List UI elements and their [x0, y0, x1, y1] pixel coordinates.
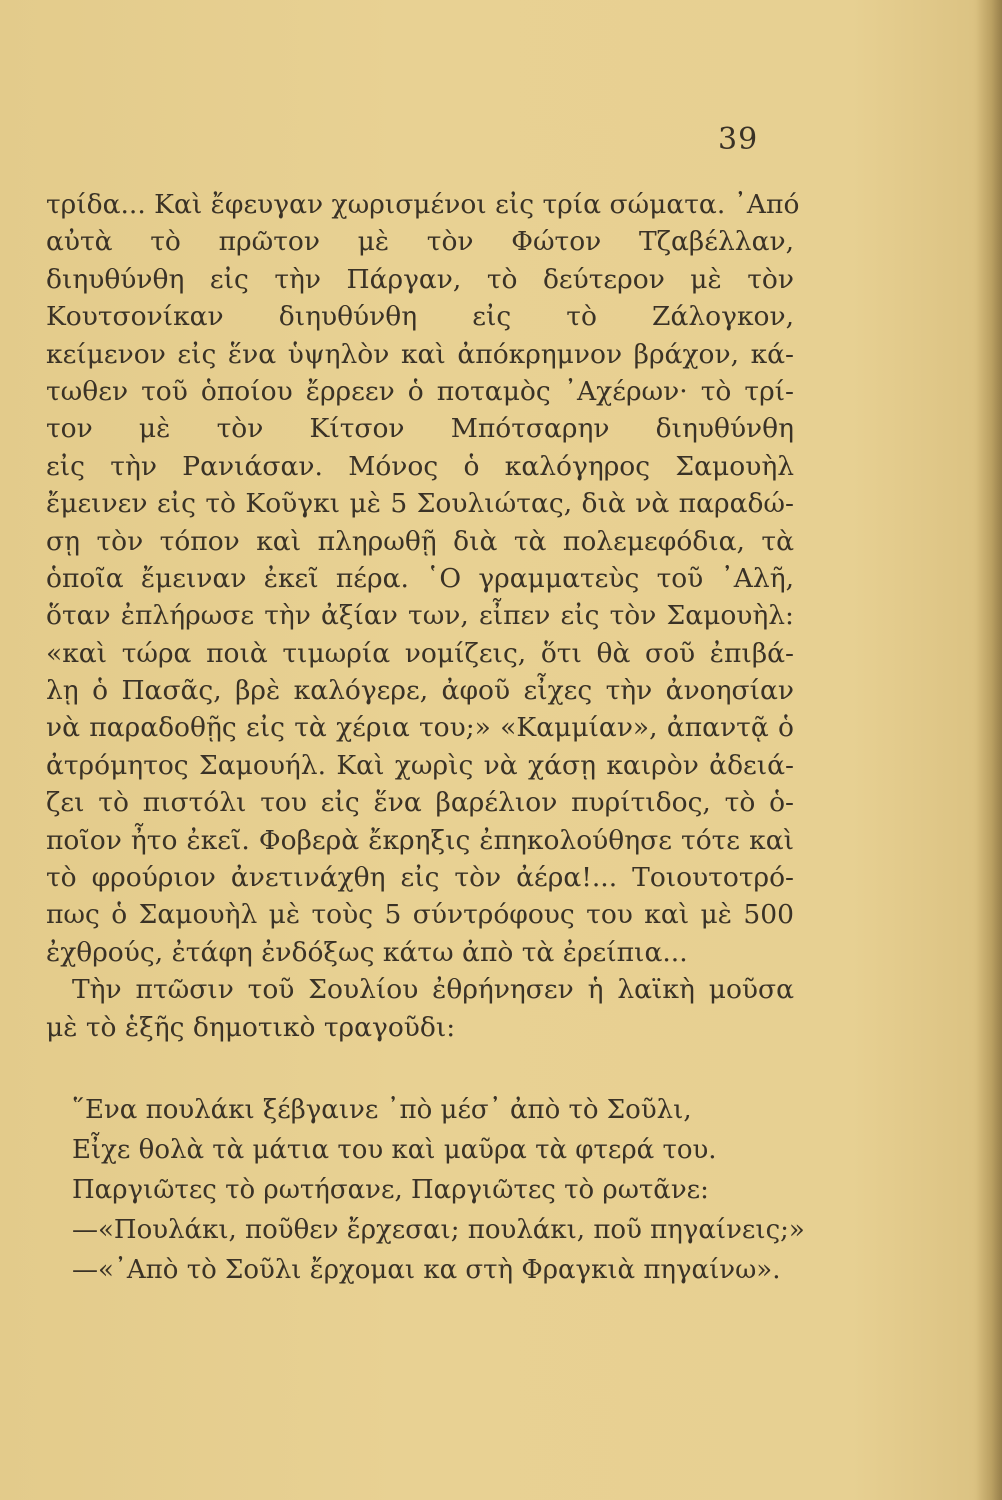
text-line: ὁποῖα ἔμειναν ἐκεῖ πέρα. ῾Ο γραμματεὺς τοῦ ᾿Αλῆ,: [46, 562, 794, 594]
page-number: 39: [718, 122, 759, 157]
folk-song-poem: [72, 1090, 805, 1290]
text-line: τρίδα... Καὶ ἔφευγαν χωρισμένοι εἰς τρία σώματα. ᾿Από: [46, 189, 800, 220]
text-line: λῃ ὁ Πασᾶς, βρὲ καλόγερε, ἀφοῦ εἶχες τὴν ἀνοησίαν: [46, 675, 794, 707]
text-line: ἀτρόμητος Σαμουήλ. Καὶ χωρὶς νὰ χάσῃ καιρὸν ἀδειά-: [46, 749, 794, 781]
text-line: ζει τὸ πιστόλι του εἰς ἕνα βαρέλιον πυρίτιδος, τὸ ὁ-: [46, 787, 794, 819]
text-line: Κουτσονίκαν διηυθύνθη εἰς τὸ Ζάλογκον,: [46, 301, 794, 333]
text-line: ἐχθρούς, ἐτάφη ἐνδόξως κάτω ἀπὸ τὰ ἐρείπια...: [46, 936, 688, 968]
poem-line: Παργιῶτες τὸ ρωτήσανε, Παργιῶτες τὸ ρωτᾶνε:: [72, 1175, 709, 1205]
text-line: ὅταν ἐπλήρωσε τὴν ἀξίαν των, εἶπεν εἰς τὸν Σαμουὴλ:: [46, 600, 794, 632]
text-line: κείμενον εἰς ἕνα ὑψηλὸν καὶ ἀπόκρημνον βράχον, κά-: [46, 338, 794, 370]
text-line: νὰ παραδοθῇς εἰς τὰ χέρια του;» «Καμμίαν», ἀπαντᾷ ὁ: [46, 712, 794, 744]
text-line: «καὶ τώρα ποιὰ τιμωρία νομίζεις, ὅτι θὰ σοῦ ἐπιβά-: [46, 637, 794, 669]
text-line: διηυθύνθη εἰς τὴν Πάργαν, τὸ δεύτερον μὲ τὸν: [46, 263, 794, 295]
text-line: μὲ τὸ ἑξῆς δημοτικὸ τραγοῦδι:: [46, 1011, 456, 1043]
poem-line: —«Πουλάκι, ποῦθεν ἔρχεσαι; πουλάκι, ποῦ πηγαίνεις;»: [72, 1215, 805, 1245]
text-line: Τὴν πτῶσιν τοῦ Σουλίου ἐθρήνησεν ἡ λαϊκὴ μοῦσα: [72, 974, 794, 1006]
body-text: [46, 186, 800, 1046]
text-line: αὐτὰ τὸ πρῶτον μὲ τὸν Φώτον Τζαβέλλαν,: [46, 226, 794, 258]
poem-line: Εἶχε θολὰ τὰ μάτια του καὶ μαῦρα τὰ φτερά του.: [72, 1135, 717, 1165]
page-edge-shadow: [976, 0, 1002, 1500]
poem-line: —«᾿Απὸ τὸ Σοῦλι ἔρχομαι κα στὴ Φραγκιὰ πηγαίνω».: [72, 1255, 781, 1285]
text-line: εἰς τὴν Ρανιάσαν. Μόνος ὁ καλόγηρος Σαμουὴλ: [46, 450, 794, 482]
text-line: τον μὲ τὸν Κίτσον Μπότσαρην διηυθύνθη: [46, 413, 794, 445]
text-line: πως ὁ Σαμουὴλ μὲ τοὺς 5 σύντρόφους του καὶ μὲ 500: [46, 899, 794, 931]
text-line: σῃ τὸν τόπον καὶ πληρωθῇ διὰ τὰ πολεμεφόδια, τὰ: [46, 525, 794, 557]
text-line: τωθεν τοῦ ὁποίου ἔρρεεν ὁ ποταμὸς ᾿Αχέρων· τὸ τρί-: [46, 375, 794, 407]
poem-line: ῞Ενα πουλάκι ξέβγαινε ᾿πὸ μέσ᾿ ἀπὸ τὸ Σοῦλι,: [72, 1095, 692, 1125]
text-line: ἔμεινεν εἰς τὸ Κοῦγκι μὲ 5 Σουλιώτας, διὰ νὰ παραδώ-: [46, 488, 794, 520]
text-line: τὸ φρούριον ἀνετινάχθη εἰς τὸν ἀέρα!... Τοιουτοτρό-: [46, 862, 794, 894]
text-line: ποῖον ἦτο ἐκεῖ. Φοβερὰ ἔκρηξις ἐπηκολούθησε τότε καὶ: [46, 824, 794, 856]
